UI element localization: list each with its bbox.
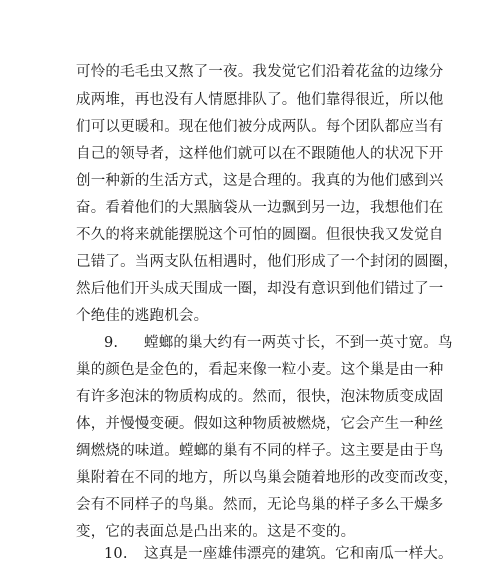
text-line: 巢附着在不同的地方，所以鸟巢会随着地形的改变而改变， <box>76 470 459 486</box>
text-line: 变，它的表面总是凸出来的。这是不变的。 <box>76 524 356 540</box>
text-line: 可怜的毛毛虫又熬了一夜。我发觉它们沿着花盆的边缘分 <box>76 64 444 80</box>
text-line: 绸燃烧的味道。螳螂的巢有不同的样子。这主要是由于鸟 <box>76 443 444 459</box>
paragraph-number: 9. <box>104 335 119 351</box>
text-line: 奋。看着他们的大黑脑袋从一边飘到另一边，我想他们在 <box>76 200 444 216</box>
text-line: 们可以更暖和。现在他们被分成两队。每个团队都应当有 <box>76 119 444 135</box>
text-line: 自己的领导者，这样他们就可以在不跟随他人的状况下开 <box>76 146 444 162</box>
text-span: 这真是一座雄伟漂亮的建筑。它和南瓜一样大。 <box>144 546 453 562</box>
text-line: 成两堆，再也没有人情愿排队了。他们靠得很近，所以他 <box>76 92 444 108</box>
paragraph-9-first-line <box>104 333 453 353</box>
text-line: 体，并慢慢变硬。假如这种物质被燃烧，它会产生一种丝 <box>76 416 444 432</box>
text-line: 会有不同样子的鸟巢。然而，无论鸟巢的样子多么干燥多 <box>76 497 444 513</box>
text-line: 有许多泡沫的物质构成的。然而，很快，泡沫物质变成固 <box>76 389 444 405</box>
text-line: 创一种新的生活方式，这是合理的。我真的为他们感到兴 <box>76 173 444 189</box>
text-line: 己错了。当两支队伍相遇时，他们形成了一个封闭的圆圈， <box>76 254 459 270</box>
paragraph-10-first-line <box>104 544 453 564</box>
text-line: 个绝佳的逃跑机会。 <box>76 308 209 324</box>
text-span: 螳螂的巢大约有一两英寸长，不到一英寸宽。鸟 <box>144 335 453 351</box>
text-line: 然后他们开头成天围成一圈，却没有意识到他们错过了一 <box>76 281 444 297</box>
paragraph-number: 10. <box>104 546 128 562</box>
text-line: 巢的颜色是金色的，看起来像一粒小麦。这个巢是由一种 <box>76 362 444 378</box>
text-line: 不久的将来就能摆脱这个可怕的圆圈。但很快我又发觉自 <box>76 227 444 243</box>
